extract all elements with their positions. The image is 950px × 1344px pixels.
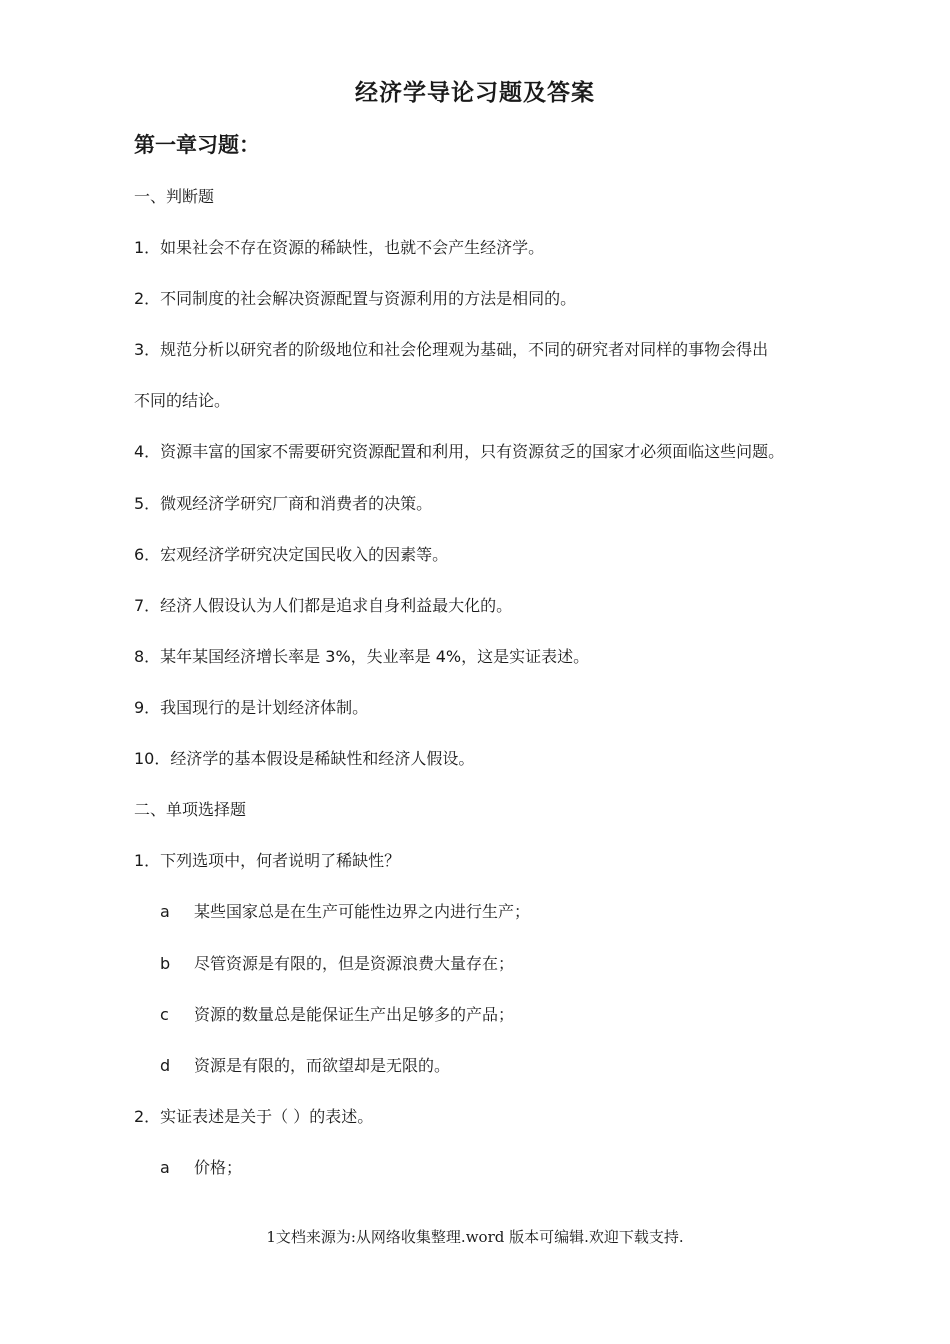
section-heading-judgement: 一、判断题 [134,187,215,206]
option-key: c [160,1005,169,1024]
judgement-item: 9．我国现行的是计划经济体制。 [134,698,369,717]
option-text: 价格； [194,1158,243,1177]
judgement-item: 4．资源丰富的国家不需要研究资源配置和利用，只有资源贫乏的国家才必须面临这些问题。 [134,442,785,461]
judgement-item: 8．某年某国经济增长率是 3%，失业率是 4%，这是实证表述。 [134,647,590,666]
judgement-item: 10．经济学的基本假设是稀缺性和经济人假设。 [134,749,475,768]
question-1: 1．下列选项中，何者说明了稀缺性？ [134,851,401,870]
page-footer: 1文档来源为:从网络收集整理.word 版本可编辑.欢迎下载支持. [266,1228,684,1246]
question-1-option-d [160,1054,450,1078]
chapter-heading: 第一章习题： [134,133,260,157]
document-title: 经济学导论习题及答案 [355,80,595,106]
question-1-option-b [160,952,514,976]
question-2: 2．实证表述是关于（ ）的表述。 [134,1107,374,1126]
option-key: a [160,902,170,921]
option-key: a [160,1158,170,1177]
judgement-item: 7．经济人假设认为人们都是追求自身利益最大化的。 [134,596,513,615]
option-text: 资源是有限的，而欲望却是无限的。 [194,1056,451,1075]
question-2-option-a [160,1156,242,1180]
option-text: 某些国家总是在生产可能性边界之内进行生产； [194,902,531,921]
judgement-item: 5．微观经济学研究厂商和消费者的决策。 [134,494,433,513]
judgement-item-continuation: 不同的结论。 [134,391,231,410]
question-1-option-c [160,1003,514,1027]
section-heading-single-choice: 二、单项选择题 [134,800,247,819]
judgement-item: 3．规范分析以研究者的阶级地位和社会伦理观为基础，不同的研究者对同样的事物会得出 [134,340,769,359]
option-text: 尽管资源是有限的，但是资源浪费大量存在； [194,954,515,973]
option-key: b [160,954,171,973]
question-1-option-a [160,900,530,924]
judgement-item: 6．宏观经济学研究决定国民收入的因素等。 [134,545,449,564]
option-text: 资源的数量总是能保证生产出足够多的产品； [194,1005,515,1024]
judgement-item: 2．不同制度的社会解决资源配置与资源利用的方法是相同的。 [134,289,577,308]
judgement-item: 1．如果社会不存在资源的稀缺性，也就不会产生经济学。 [134,238,545,257]
option-key: d [160,1056,171,1075]
